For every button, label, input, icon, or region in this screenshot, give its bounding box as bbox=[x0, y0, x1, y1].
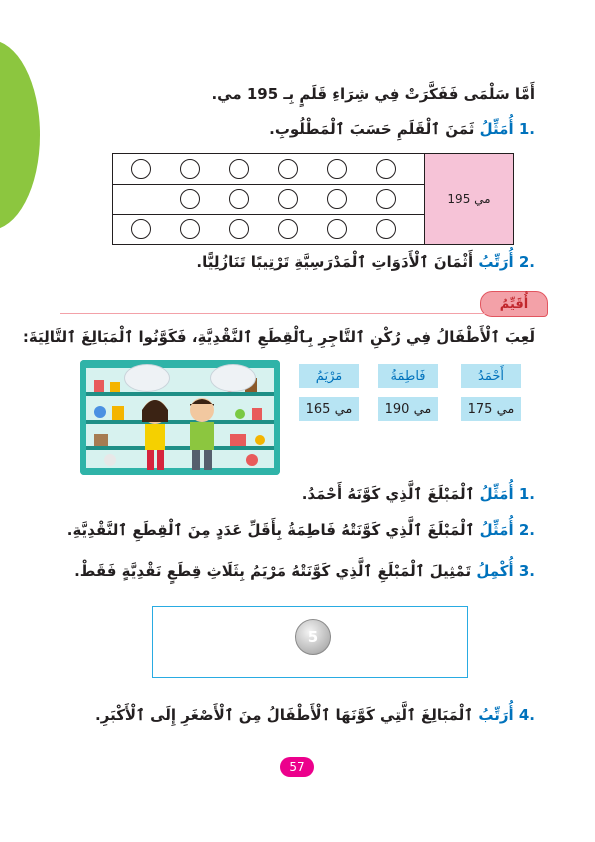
coin-circle[interactable] bbox=[327, 159, 347, 179]
grid-row bbox=[113, 214, 425, 244]
coin-circle[interactable] bbox=[229, 219, 249, 239]
coin-circle[interactable] bbox=[131, 219, 151, 239]
coin-circle[interactable] bbox=[180, 159, 200, 179]
task-text: ٱلْمَبْلَغَ ٱلَّذِي كَوَّنَهُ أَحْمَدُ. bbox=[301, 485, 475, 503]
assessment-badge: أُقَيِّمُ bbox=[480, 291, 548, 317]
coin-circle[interactable] bbox=[229, 189, 249, 209]
task-number: .1 bbox=[518, 485, 535, 503]
coin-circle[interactable] bbox=[180, 219, 200, 239]
question-1 bbox=[269, 120, 535, 138]
child-name-ahmed: أَحْمَدُ bbox=[461, 364, 521, 388]
question-number: .2 bbox=[518, 253, 535, 271]
task-text: تَمْثِيلَ ٱلْمَبْلَغِ ٱلَّذِي كَوَّنَتْهُ مَرْيَمُ بِثَلَاثِ قِطَعٍ نَقْدِيَّةٍ فَقَطْ. bbox=[74, 562, 472, 580]
coin-circle[interactable] bbox=[278, 189, 298, 209]
grid-row bbox=[113, 154, 425, 185]
thought-bubble-left bbox=[124, 364, 170, 392]
coin-circle[interactable] bbox=[376, 219, 396, 239]
question-text: ثَمَنَ ٱلْقَلَمِ حَسَبَ ٱلْمَطْلُوبِ. bbox=[269, 120, 475, 138]
question-2 bbox=[196, 253, 535, 271]
grid-price-label: 195 مي bbox=[424, 154, 513, 244]
child-name-fatima: فَاطِمَةُ bbox=[378, 364, 438, 388]
child-amount-ahmed: 175 مي bbox=[461, 397, 521, 421]
coin-circle[interactable] bbox=[327, 189, 347, 209]
coin-circle[interactable] bbox=[376, 189, 396, 209]
coin-circle[interactable] bbox=[278, 159, 298, 179]
coin-circle[interactable] bbox=[229, 159, 249, 179]
child-amount-fatima: 190 مي bbox=[378, 397, 438, 421]
coin-circle[interactable] bbox=[131, 159, 151, 179]
coin-circle[interactable] bbox=[327, 219, 347, 239]
page-number: 57 bbox=[280, 757, 314, 777]
task-number: .3 bbox=[518, 562, 535, 580]
task-number: .4 bbox=[518, 706, 535, 724]
task-verb: أُمَثِّلُ bbox=[479, 485, 514, 503]
answer-box[interactable] bbox=[152, 606, 468, 678]
task-verb: أُكْمِلُ bbox=[476, 562, 514, 580]
question-text: أَثْمَانَ ٱلْأَدَوَاتِ ٱلْمَدْرَسِيَّةِ تَرْتِيبًا تَنَازُلِيًّا. bbox=[196, 253, 474, 271]
task-text: ٱلْمَبَالِغَ ٱلَّتِي كَوَّنَهَا ٱلْأَطْفَالُ مِنَ ٱلْأَصْغَرِ إِلَى ٱلْأَكْبَرِ. bbox=[95, 706, 474, 724]
child-name-maryam: مَرْيَمُ bbox=[299, 364, 359, 388]
task-text: ٱلْمَبْلَغَ ٱلَّذِي كَوَّنَتْهُ فَاطِمَةُ بِأَقَلِّ عَدَدٍ مِنَ ٱلْقِطَعِ ٱلنَّقْدِيَّةِ. bbox=[66, 521, 475, 539]
coin-grid bbox=[112, 153, 514, 245]
play-line: لَعِبَ ٱلْأَطْفَالُ فِي رُكْنِ ٱلتَّاجِرِ بِٱلْقِطَعِ ٱلنَّقْدِيَّةِ، فَكَوَّنُوا ٱلْمَبَالِغَ ٱلتَّالِيَةَ: bbox=[22, 328, 535, 346]
coin-circle[interactable] bbox=[278, 219, 298, 239]
coin-circle[interactable] bbox=[180, 189, 200, 209]
intro-line: أَمَّا سَلْمَى فَفَكَّرَتْ فِي شِرَاءِ قَلَمٍ بِـ 195 مي. bbox=[211, 85, 535, 103]
child-amount-maryam: 165 مي bbox=[299, 397, 359, 421]
coin-5-icon: 5 bbox=[295, 619, 331, 655]
grid-row bbox=[113, 184, 425, 215]
coin-circle[interactable] bbox=[376, 159, 396, 179]
question-verb: أُرَتِّبُ bbox=[478, 253, 514, 271]
task-number: .2 bbox=[518, 521, 535, 539]
question-verb: أُمَثِّلُ bbox=[479, 120, 514, 138]
task-2 bbox=[67, 521, 535, 539]
task-verb: أُرَتِّبُ bbox=[478, 706, 514, 724]
task-verb: أُمَثِّلُ bbox=[479, 521, 514, 539]
thought-bubble-right bbox=[210, 364, 256, 392]
badge-underline bbox=[60, 313, 538, 314]
task-4 bbox=[95, 706, 535, 724]
task-1 bbox=[302, 485, 535, 503]
task-3 bbox=[74, 562, 535, 580]
decorative-green-arc bbox=[0, 40, 40, 230]
question-number: .1 bbox=[518, 120, 535, 138]
